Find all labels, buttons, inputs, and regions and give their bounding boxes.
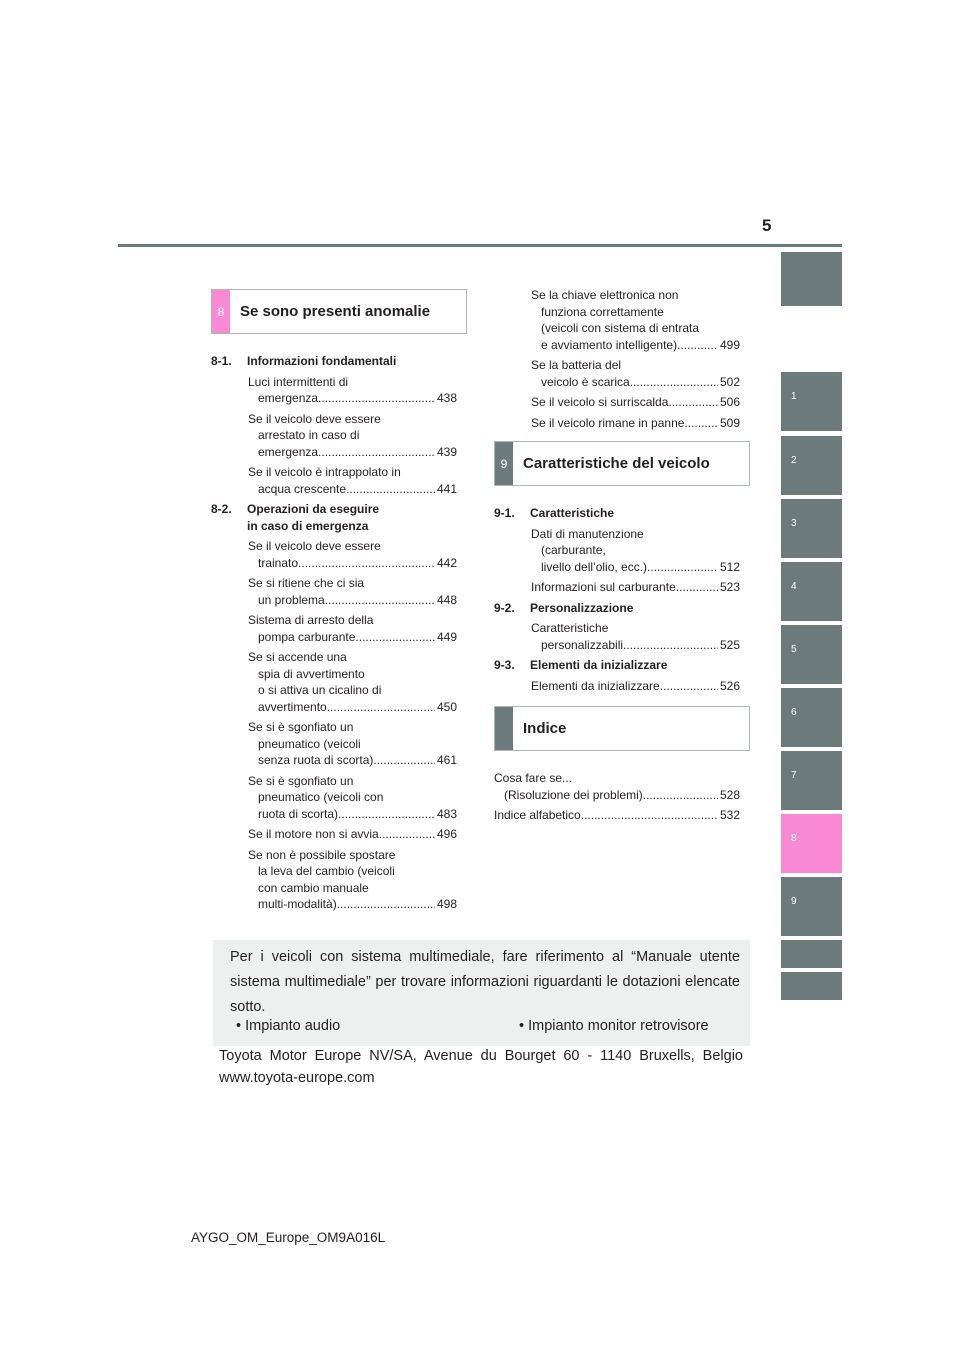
- toc-page-number: 483: [436, 806, 457, 821]
- toc-entry[interactable]: [248, 719, 457, 769]
- toc-entry[interactable]: [248, 612, 457, 645]
- toc-entry-text: spia di avvertimento: [258, 666, 365, 681]
- toc-page-number: 438: [436, 391, 457, 405]
- dot-leader: [327, 699, 435, 716]
- toc-entry-text: Se il veicolo rimane in panne: [531, 415, 685, 430]
- chapter-tab-5[interactable]: [781, 625, 842, 684]
- dot-leader: [684, 415, 718, 432]
- dot-leader: [338, 806, 435, 823]
- toc-entry[interactable]: [248, 538, 457, 571]
- toc-page-number: 502: [719, 374, 740, 389]
- toc-entry[interactable]: [531, 357, 740, 390]
- toc-page-number: 442: [436, 555, 457, 570]
- chapter-number: 9-2.: [494, 600, 515, 615]
- toc-entry-text: pneumatico (veicoli: [258, 736, 361, 751]
- chapter-title: in caso di emergenza: [247, 518, 369, 533]
- toc-page-number: 496: [436, 827, 457, 841]
- toc-entry-text: Se il veicolo è intrappolato in: [248, 465, 401, 479]
- toc-page-number: 509: [719, 415, 740, 430]
- dot-leader: [630, 374, 718, 391]
- chapter-tab-label: 5: [791, 644, 797, 655]
- toc-entry[interactable]: [248, 464, 457, 497]
- dot-leader: [355, 629, 435, 646]
- dot-leader: [581, 807, 718, 824]
- toc-entry[interactable]: [248, 847, 457, 913]
- chapter-tab-6[interactable]: [781, 688, 842, 747]
- toc-entry[interactable]: [494, 807, 740, 824]
- toc-entry-text: senza ruota di scorta): [258, 753, 374, 767]
- index-title: Indice: [523, 720, 567, 737]
- toc-entry[interactable]: [248, 649, 457, 715]
- toc-entry-text: avvertimento: [258, 699, 327, 714]
- section-9-header: [494, 441, 750, 486]
- toc-page-number: 523: [719, 580, 740, 594]
- index-header: [494, 706, 750, 751]
- toc-entry-text: multi-modalità): [258, 897, 337, 911]
- toc-page-number: 448: [436, 592, 457, 607]
- chapter-number: 9-1.: [494, 506, 515, 520]
- toc-page-number: 450: [436, 699, 457, 714]
- toc-entry-text: personalizzabili: [541, 637, 624, 652]
- chapter-heading[interactable]: [494, 600, 740, 617]
- toc-entry[interactable]: [531, 287, 740, 353]
- chapter-title: Caratteristiche: [530, 506, 615, 520]
- toc-entry-text: emergenza: [258, 391, 319, 405]
- toc-entry-text: arrestato in caso di: [258, 428, 360, 442]
- chapter-tab-9[interactable]: [781, 877, 842, 936]
- toc-entry-text: Indice alfabetico: [494, 808, 581, 822]
- toc-entry-text: Cosa fare se...: [494, 771, 573, 785]
- toc-entry[interactable]: [531, 678, 740, 695]
- toc-entry[interactable]: [531, 579, 740, 596]
- toc-page-number: 441: [436, 481, 457, 496]
- chapter-tab-2[interactable]: [781, 436, 842, 495]
- toc-entry-text: con cambio manuale: [258, 880, 369, 895]
- toc-entry-text: Se la batteria del: [531, 358, 622, 372]
- chapter-tab-blank-10[interactable]: [781, 940, 842, 968]
- dot-leader: [676, 579, 718, 596]
- toc-entry-text: un problema: [258, 592, 325, 607]
- dot-leader: [623, 637, 718, 654]
- toc-entry-text: livello dell’olio, ecc.): [541, 559, 648, 574]
- toc-entry[interactable]: [531, 415, 740, 432]
- toc-entry[interactable]: [531, 620, 740, 653]
- dot-leader: [318, 390, 435, 407]
- toc-entry-text: funziona correttamente: [541, 304, 664, 319]
- section-9-toc: [494, 505, 740, 698]
- toc-entry[interactable]: [248, 374, 457, 407]
- toc-entry[interactable]: [248, 411, 457, 461]
- toc-entry-text: Luci intermittenti di: [248, 374, 349, 389]
- toc-page-number: 449: [436, 629, 457, 644]
- toc-entry[interactable]: [248, 826, 457, 843]
- info-bullet-audio: • Impianto audio: [236, 1018, 341, 1034]
- section-8-header: [211, 289, 467, 334]
- index-number: [495, 707, 513, 750]
- toc-entry-text: Se non è possibile spostare: [248, 847, 396, 862]
- toc-entry-text: Sistema di arresto della: [248, 613, 374, 627]
- toc-page-number: 506: [719, 395, 740, 409]
- toc-entry-text: Caratteristiche: [531, 621, 609, 635]
- toc-entry-text: Informazioni sul carburante: [531, 580, 676, 594]
- chapter-number: 9-3.: [494, 658, 515, 672]
- dot-leader: [298, 555, 435, 572]
- chapter-tab-label: 4: [791, 581, 797, 592]
- chapter-number: 8-1.: [211, 354, 232, 368]
- toc-page-number: 525: [719, 637, 740, 652]
- header-rule: [118, 244, 842, 247]
- toc-entry-text: Se la chiave elettronica non: [531, 288, 679, 302]
- toc-entry-text: Se si è sgonfiato un: [248, 720, 354, 734]
- toc-entry[interactable]: [531, 394, 740, 411]
- toc-entry[interactable]: [248, 575, 457, 608]
- chapter-tab-8[interactable]: [781, 814, 842, 873]
- chapter-title: Informazioni fondamentali: [247, 354, 397, 368]
- dot-leader: [337, 896, 435, 913]
- chapter-heading[interactable]: [211, 501, 457, 518]
- toc-entry[interactable]: [494, 770, 740, 803]
- chapter-tab-label: 2: [791, 455, 797, 466]
- toc-entry-text: pompa carburante: [258, 629, 356, 644]
- toc-page-number: 461: [436, 753, 457, 767]
- toc-entry-text: Se il veicolo deve essere: [248, 411, 381, 426]
- chapter-heading[interactable]: [494, 505, 740, 522]
- toc-entry-text: Se si è sgonfiato un: [248, 773, 354, 788]
- toc-page-number: 532: [719, 808, 740, 822]
- chapter-tab-3[interactable]: [781, 499, 842, 558]
- toc-entry[interactable]: [531, 526, 740, 576]
- chapter-heading[interactable]: [211, 518, 457, 535]
- toc-entry-text: o si attiva un cicalino di: [258, 683, 382, 697]
- chapter-tab-7[interactable]: [781, 751, 842, 810]
- chapter-tab-label: 8: [791, 833, 797, 844]
- page-number: 5: [762, 216, 772, 235]
- chapter-tab-label: 1: [791, 391, 797, 402]
- toc-entry-text: Se il veicolo si surriscalda: [531, 395, 669, 409]
- info-bullet-monitor: • Impianto monitor retrovisore: [519, 1018, 709, 1034]
- chapter-tab-4[interactable]: [781, 562, 842, 621]
- toc-entry-text: acqua crescente: [258, 481, 347, 496]
- toc-entry-text: (carburante,: [541, 543, 606, 557]
- toc-entry-text: la leva del cambio (veicoli: [258, 864, 395, 878]
- toc-entry-text: Se il motore non si avvia: [248, 827, 379, 841]
- toc-entry-text: Dati di manutenzione: [531, 526, 644, 541]
- dot-leader: [677, 337, 718, 354]
- dot-leader: [379, 826, 435, 843]
- section-8-number: 8: [212, 290, 230, 333]
- toc-entry-text: ruota di scorta): [258, 806, 339, 821]
- toc-entry[interactable]: [248, 773, 457, 823]
- toc-entry-text: (veicoli con sistema di entrata: [541, 321, 700, 335]
- section-8-toc: [211, 353, 457, 917]
- dot-leader: [373, 752, 435, 769]
- chapter-tab-blank-0[interactable]: [781, 252, 842, 306]
- toc-entry-text: Se si accende una: [248, 650, 347, 664]
- toc-page-number: 499: [719, 337, 740, 352]
- toc-entry-text: veicolo è scarica: [541, 374, 630, 389]
- section-9-title: Caratteristiche del veicolo: [523, 455, 710, 472]
- index-toc: [494, 770, 740, 828]
- document-footer: AYGO_OM_Europe_OM9A016L: [191, 1230, 386, 1245]
- chapter-title: Operazioni da eseguire: [247, 502, 380, 516]
- toc-page-number: 498: [436, 897, 457, 911]
- toc-page-number: 526: [719, 678, 740, 693]
- publisher-info: Toyota Motor Europe NV/SA, Avenue du Bourget 60 - 1140 Bruxells, Belgio www.toyota-europe.com: [219, 1048, 743, 1086]
- chapter-tab-label: 6: [791, 707, 797, 718]
- info-box-text: Per i veicoli con sistema multimediale, fare riferimento al “Manuale utente sistema multimediale” per trovare informazioni riguardanti le dotazioni elencate sotto.: [230, 949, 740, 1015]
- chapter-tab-1[interactable]: [781, 372, 842, 431]
- toc-entry-text: e avviamento intelligente): [541, 337, 678, 352]
- chapter-tab-label: 7: [791, 770, 797, 781]
- chapter-tab-label: 3: [791, 518, 797, 529]
- toc-entry-text: Se il veicolo deve essere: [248, 539, 381, 553]
- dot-leader: [643, 787, 718, 804]
- dot-leader: [647, 559, 718, 576]
- chapter-tab-blank-11[interactable]: [781, 972, 842, 1000]
- section-9-number: 9: [495, 442, 513, 485]
- dot-leader: [325, 592, 435, 609]
- toc-entry-text: pneumatico (veicoli con: [258, 790, 384, 804]
- dot-leader: [346, 481, 435, 498]
- toc-page-number: 439: [436, 444, 457, 459]
- dot-leader: [318, 444, 435, 461]
- dot-leader: [668, 394, 718, 411]
- chapter-heading[interactable]: [494, 657, 740, 674]
- toc-entry-text: (Risoluzione dei problemi): [504, 787, 643, 802]
- chapter-title: Elementi da inizializzare: [530, 658, 668, 672]
- section-8-title: Se sono presenti anomalie: [240, 303, 431, 320]
- chapter-title: Personalizzazione: [530, 600, 634, 615]
- toc-page-number: 528: [719, 787, 740, 802]
- toc-entry-text: emergenza: [258, 444, 319, 459]
- section-8-toc-continued: [494, 287, 740, 435]
- dot-leader: [660, 678, 718, 695]
- chapter-number: 8-2.: [211, 502, 232, 516]
- toc-page-number: 512: [719, 559, 740, 574]
- chapter-heading[interactable]: [211, 353, 457, 370]
- chapter-tab-label: 9: [791, 896, 797, 907]
- toc-entry-text: Se si ritiene che ci sia: [248, 576, 365, 590]
- toc-entry-text: trainato: [258, 555, 299, 570]
- toc-entry-text: Elementi da inizializzare: [531, 678, 660, 693]
